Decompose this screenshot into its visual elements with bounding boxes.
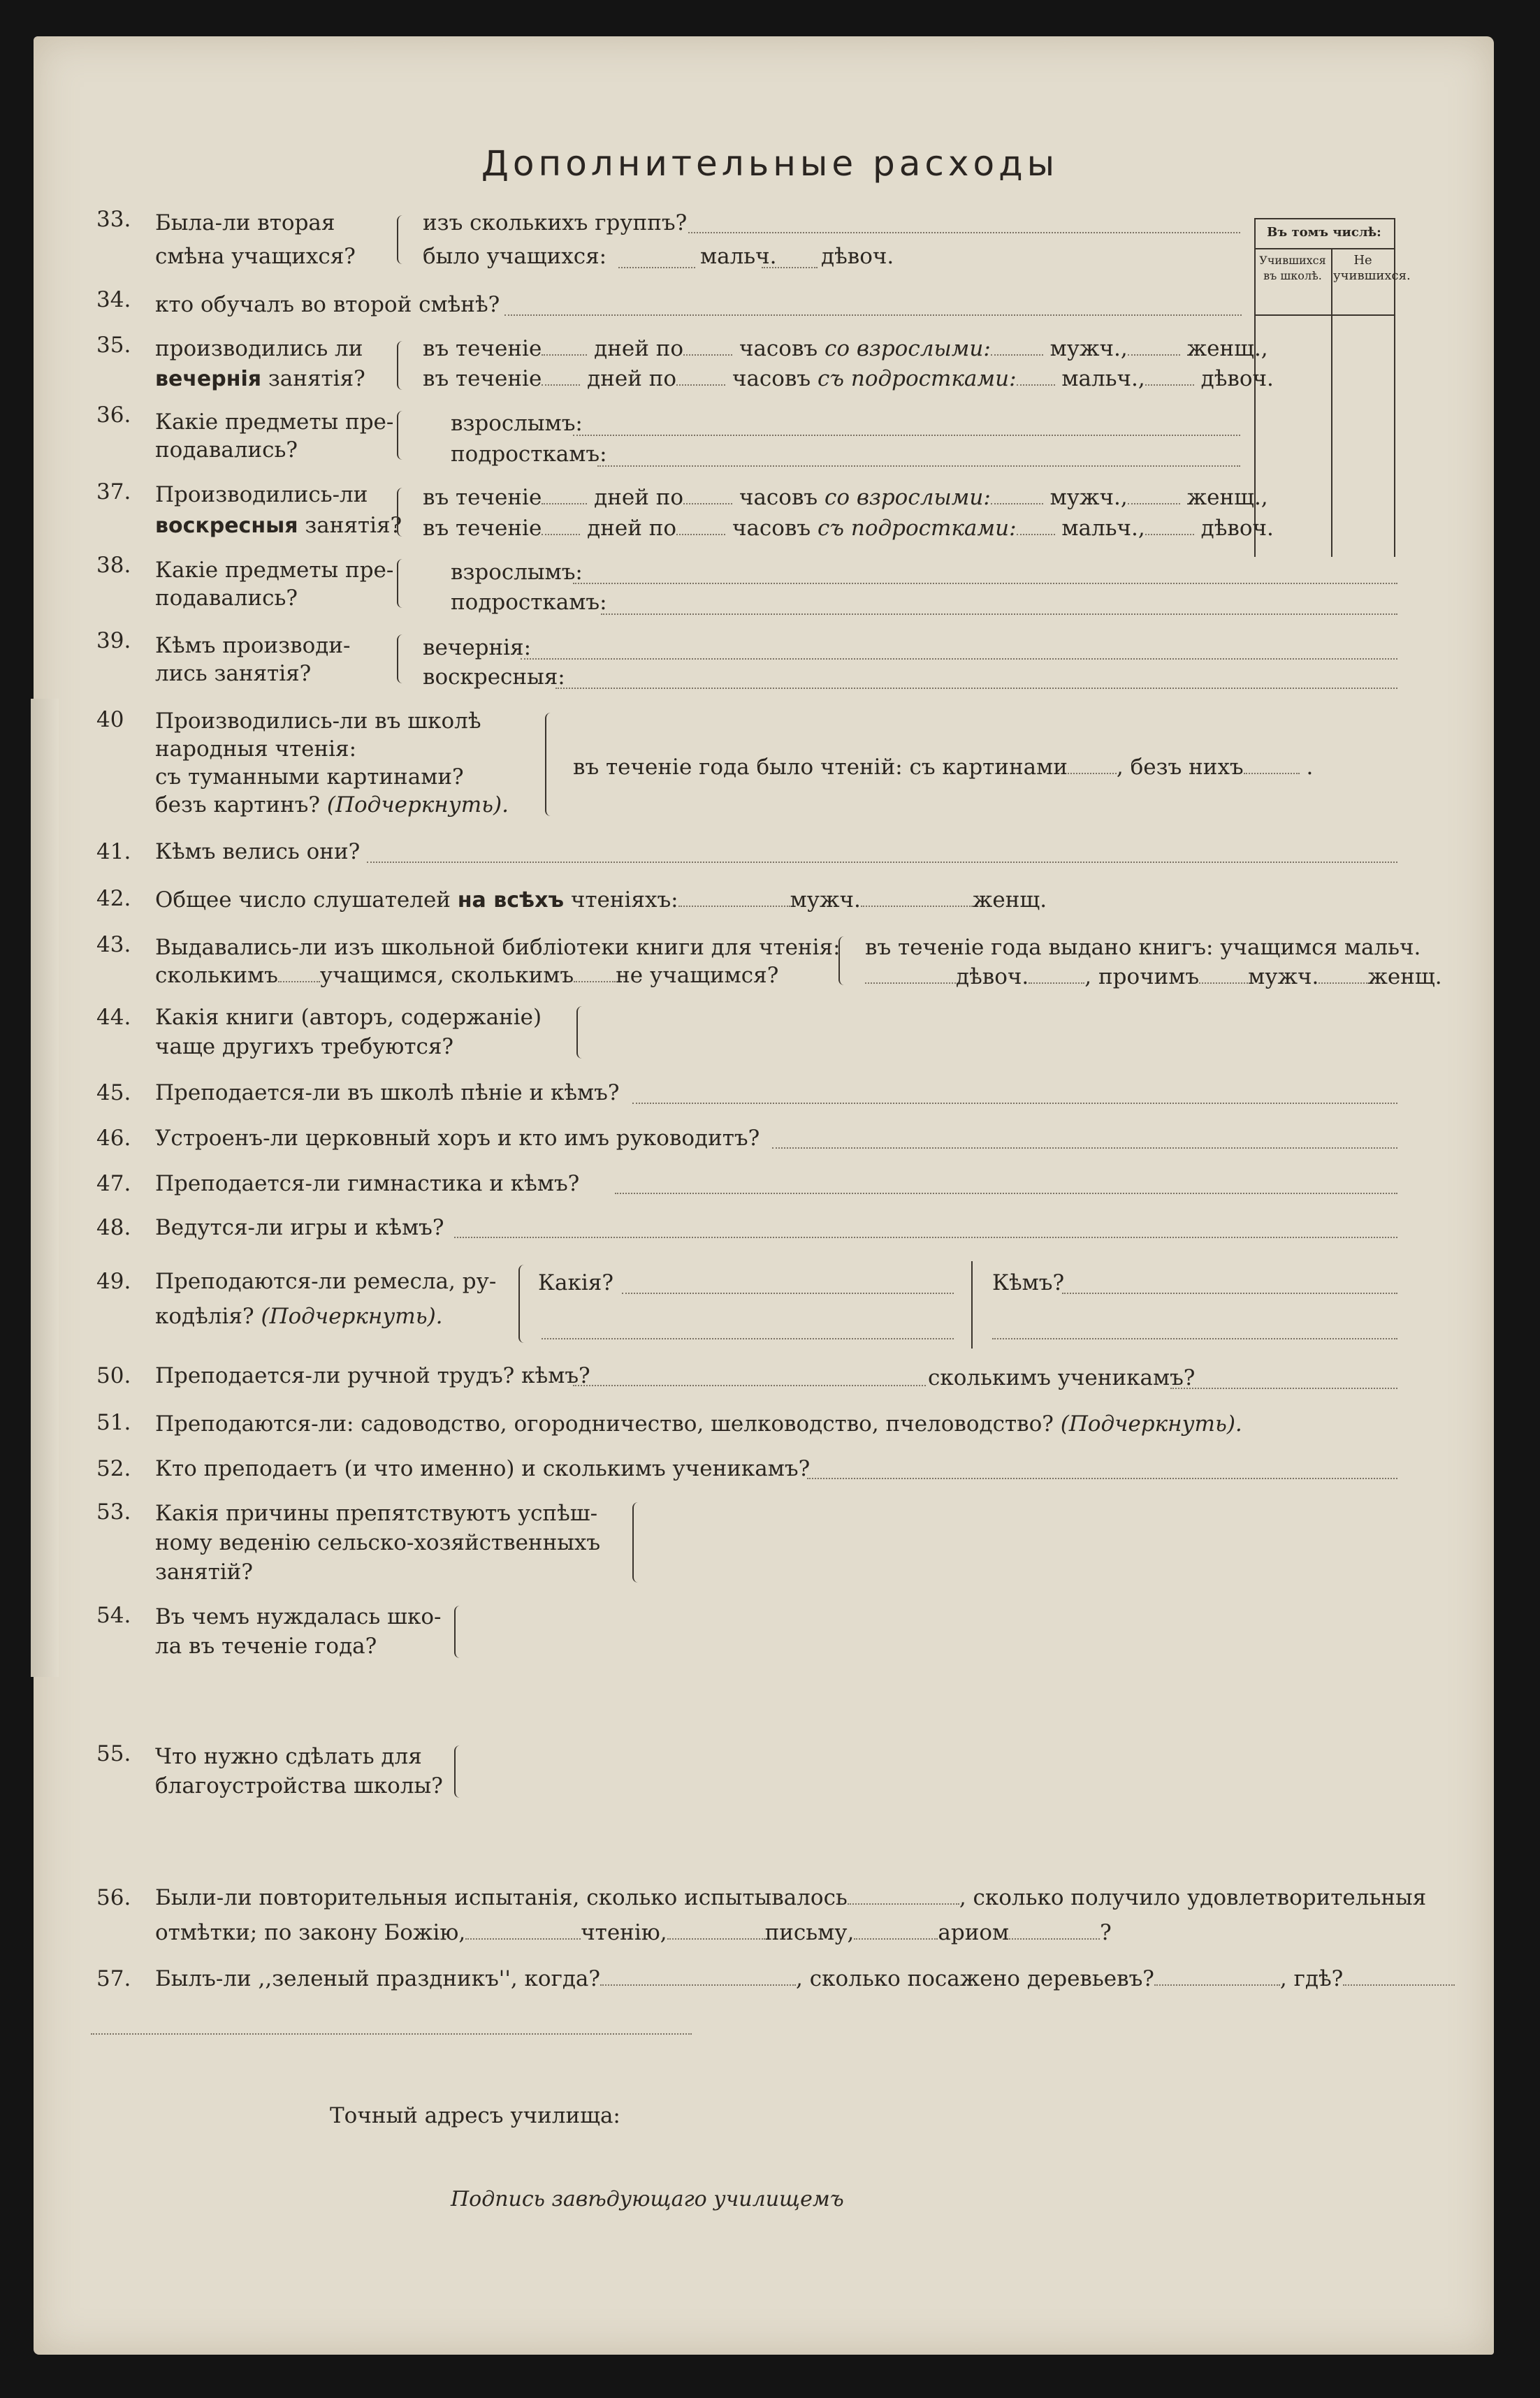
q35-teens: съ подростками:	[818, 366, 1017, 391]
q33-label: смѣна учащихся?	[155, 244, 356, 269]
q35-row-a	[423, 332, 1268, 365]
q37-text: дней по	[594, 485, 684, 510]
brace	[397, 411, 405, 460]
q40-label: Производились-ли въ школѣ	[155, 708, 481, 734]
q43-women: женщ.	[1367, 964, 1442, 989]
q51-underline-note: (Подчеркнуть).	[1060, 1411, 1242, 1437]
q42-women: женщ.	[972, 887, 1047, 913]
q45-number: 45.	[96, 1080, 131, 1105]
fill-line	[278, 981, 320, 982]
box-col-not-studied: Не учившихся.	[1333, 253, 1411, 283]
q37-label: занятія?	[305, 513, 402, 538]
q36-teens: подросткамъ:	[451, 442, 607, 467]
q37-text: мужч.,	[1049, 485, 1128, 510]
fill-line	[678, 906, 790, 907]
fill-line	[848, 1903, 959, 1905]
q37-number: 37.	[96, 479, 131, 504]
fill-line	[854, 1938, 938, 1940]
fill-line	[632, 1103, 1397, 1104]
fill-line	[992, 1338, 1397, 1339]
fill-line	[1128, 503, 1180, 504]
fill-line	[600, 1984, 796, 1986]
q43-number: 43.	[96, 932, 131, 957]
q57-number: 57.	[96, 1966, 131, 1991]
q35-text: часовъ	[739, 336, 818, 361]
q57-text: Былъ-ли ,,зеленый праздникъ'', когда?	[155, 1966, 601, 1991]
fill-line	[861, 906, 973, 907]
q54-number: 54.	[96, 1603, 131, 1628]
q46-text: Устроенъ-ли церковный хоръ и кто имъ руководитъ?	[155, 1126, 760, 1151]
q55-number: 55.	[96, 1741, 131, 1766]
q50-number: 50.	[96, 1363, 131, 1388]
q52-number: 52.	[96, 1456, 131, 1481]
paper-edge	[31, 699, 59, 1677]
q56-reading: чтенію,	[581, 1920, 667, 1945]
fill-line	[573, 435, 1240, 436]
q40-label: съ туманными картинами?	[155, 764, 464, 790]
q56-text: Были-ли повторительныя испытанія, сколько испытывалось	[155, 1885, 848, 1910]
q39-sunday: воскресныя:	[423, 664, 565, 690]
q35-text: въ теченіе	[423, 336, 542, 361]
brace	[545, 713, 553, 816]
q33-number: 33.	[96, 207, 131, 232]
q35-text: часовъ	[732, 366, 811, 391]
q51-number: 51.	[96, 1410, 131, 1435]
brace	[576, 1006, 585, 1059]
q38-adults: взрослымъ:	[451, 560, 583, 585]
q43-text: учащимся, сколькимъ	[319, 963, 574, 988]
q41-number: 41.	[96, 839, 131, 864]
q37-text: дѣвоч.	[1200, 516, 1274, 541]
q44-label: чаще другихъ требуются?	[155, 1034, 454, 1059]
q43-label: Выдавались-ли изъ школьной библіотеки книги для чтенія:	[155, 935, 841, 960]
fill-line	[1128, 354, 1180, 356]
q42-text: Общее число слушателей	[155, 887, 451, 913]
q40-label: безъ картинъ?	[155, 792, 321, 818]
fill-line	[676, 534, 725, 535]
fill-line	[618, 267, 695, 268]
q36-adults: взрослымъ:	[451, 411, 583, 436]
fill-line	[555, 688, 1397, 689]
q45-text: Преподается-ли въ школѣ пѣніе и кѣмъ?	[155, 1080, 620, 1105]
q56-arithmetic: ариом	[938, 1920, 1010, 1945]
q57-row	[155, 1962, 1455, 1996]
q35-text: дней по	[587, 366, 677, 391]
q38-label: Какіе предметы пре-	[155, 558, 394, 583]
q39-number: 39.	[96, 628, 131, 653]
q43-row	[155, 959, 778, 992]
fill-line	[1029, 982, 1084, 984]
fill-line	[762, 267, 818, 268]
brace	[397, 559, 405, 608]
q43-row	[865, 960, 1442, 994]
q37-adults: со взрослыми:	[825, 485, 991, 510]
fill-line	[1145, 384, 1194, 386]
fill-line	[1170, 1388, 1397, 1389]
q43-text: сколькимъ	[155, 963, 278, 988]
q35-text: женщ.,	[1186, 336, 1268, 361]
q49-underline-note: (Подчеркнуть).	[261, 1304, 443, 1329]
q57-text: , гдѣ?	[1279, 1966, 1344, 1991]
q33-boys: мальч.	[700, 244, 777, 269]
q37-label: Производились-ли	[155, 482, 368, 507]
q37-text: женщ.,	[1186, 485, 1268, 510]
brace	[838, 936, 847, 985]
q56-row	[155, 1916, 1112, 1949]
q47-number: 47.	[96, 1171, 131, 1196]
q37-text: часовъ	[732, 516, 811, 541]
q56-number: 56.	[96, 1885, 131, 1910]
q35-text: въ теченіе	[423, 366, 542, 391]
brace	[397, 215, 405, 264]
q50-students: сколькимъ ученикамъ?	[928, 1365, 1196, 1390]
q44-number: 44.	[96, 1005, 131, 1030]
q49-number: 49.	[96, 1269, 131, 1294]
q37-sunday: воскресныя	[155, 514, 298, 538]
q41-text: Кѣмъ велись они?	[155, 839, 361, 864]
q43-text: не учащимся?	[616, 963, 779, 988]
fill-line	[1068, 773, 1117, 774]
q38-teens: подросткамъ:	[451, 590, 607, 615]
fill-line	[504, 314, 1242, 316]
box-col-studied: Учившихся въ школѣ.	[1259, 254, 1326, 282]
q35-text: мужч.,	[1049, 336, 1128, 361]
q35-row-b	[423, 362, 1274, 395]
q39-label: Кѣмъ производи-	[155, 633, 351, 658]
q53-label: занятій?	[155, 1560, 253, 1585]
q42-number: 42.	[96, 886, 131, 911]
brace	[397, 634, 405, 683]
fill-line	[1343, 1984, 1455, 1986]
fill-line	[865, 982, 956, 984]
fill-line	[573, 583, 1397, 584]
fill-line	[465, 1938, 581, 1940]
fill-line	[991, 354, 1043, 356]
fill-line	[542, 534, 580, 535]
q36-label: подавались?	[155, 437, 298, 463]
q37-teens: съ подростками:	[818, 516, 1017, 541]
q38-number: 38.	[96, 553, 131, 578]
fill-line	[688, 232, 1240, 233]
q43-men: мужч.	[1248, 964, 1319, 989]
fill-line	[807, 1478, 1397, 1479]
q53-label: Какія причины препятствуютъ успѣш-	[155, 1501, 598, 1526]
q56-text: отмѣтки; по закону Божію,	[155, 1920, 466, 1945]
q50-text: Преподается-ли ручной трудъ? кѣмъ?	[155, 1363, 590, 1388]
q39-label: лись занятія?	[155, 661, 312, 686]
q36-number: 36.	[96, 402, 131, 428]
q35-adults: со взрослыми:	[825, 336, 991, 361]
q39-evening: вечернія:	[423, 635, 532, 660]
brace	[397, 488, 405, 537]
box-line	[1331, 248, 1332, 557]
fill-line	[597, 465, 1240, 467]
q33-label: Была-ли вторая	[155, 210, 335, 235]
q35-text: дѣвоч.	[1200, 366, 1274, 391]
q40-text: .	[1306, 755, 1314, 780]
q40-underline-note: (Подчеркнуть).	[326, 792, 509, 818]
box-line	[1254, 248, 1394, 249]
q52-text: Кто преподаетъ (и что именно) и сколькимъ ученикамъ?	[155, 1456, 811, 1481]
q49-label: Преподаются-ли ремесла, ру-	[155, 1269, 497, 1294]
q51-text: Преподаются-ли: садоводство, огородничество, шелководство, пчеловодство?	[155, 1411, 1054, 1437]
q49-which: Какія?	[538, 1270, 613, 1295]
q37-text: дней по	[587, 516, 677, 541]
q40-text: , безъ нихъ	[1116, 755, 1244, 780]
q56-text: ?	[1100, 1920, 1112, 1945]
q43-text: , прочимъ	[1084, 964, 1200, 989]
q40-number: 40	[96, 707, 124, 732]
q35-text: мальч.,	[1061, 366, 1145, 391]
fill-line	[1017, 384, 1055, 386]
fill-line	[367, 862, 1397, 863]
q37-row-a	[423, 481, 1268, 514]
signature-label: Подпись завѣдующаго училищемъ	[451, 2187, 844, 2211]
q46-number: 46.	[96, 1126, 131, 1151]
q38-label: подавались?	[155, 586, 298, 611]
q35-evening: вечернія	[155, 367, 262, 391]
brace	[454, 1745, 463, 1798]
q48-text: Ведутся-ли игры и кѣмъ?	[155, 1215, 444, 1240]
box-header: Въ томъ числѣ:	[1267, 225, 1381, 240]
q35-text: дней по	[594, 336, 684, 361]
q54-label: ла въ теченіе года?	[155, 1634, 377, 1659]
fill-line	[1199, 982, 1248, 984]
q49-label: кодѣлія?	[155, 1304, 254, 1329]
q37-text: въ теченіе	[423, 485, 542, 510]
school-address-label: Точный адресъ училища:	[330, 2103, 620, 2128]
q42-men: мужч.	[790, 887, 861, 913]
brace	[518, 1265, 527, 1343]
fill-line	[454, 1237, 1397, 1238]
fill-line	[542, 354, 587, 356]
fill-line	[574, 981, 616, 982]
fill-line	[1145, 534, 1194, 535]
q42-text: чтеніяхъ:	[570, 887, 678, 913]
q37-text: часовъ	[739, 485, 818, 510]
separator-line	[91, 2033, 692, 2035]
fill-line	[1009, 1938, 1100, 1940]
q55-label: Что нужно сдѣлать для	[155, 1744, 422, 1769]
q40-label: народныя чтенія:	[155, 736, 357, 762]
q40-readings	[573, 750, 1313, 784]
fill-line	[683, 354, 732, 356]
q34-text: кто обучалъ во второй смѣнѣ?	[155, 292, 500, 317]
q47-text: Преподается-ли гимнастика и кѣмъ?	[155, 1171, 580, 1196]
q36-label: Какіе предметы пре-	[155, 409, 394, 435]
fill-line	[1319, 982, 1367, 984]
q33-girls: дѣвоч.	[821, 244, 894, 269]
fill-line	[676, 384, 725, 386]
fill-line	[1154, 1984, 1280, 1986]
q53-label: ному веденію сельско-хозяйственныхъ	[155, 1530, 601, 1555]
q35-label: занятія?	[268, 366, 365, 391]
q34-number: 34.	[96, 287, 131, 312]
brace	[632, 1502, 641, 1583]
q56-row	[155, 1881, 1426, 1914]
q43-girls: дѣвоч.	[956, 964, 1029, 989]
q42-all: на всѣхъ	[457, 888, 564, 913]
q49-by-whom: Кѣмъ?	[992, 1270, 1065, 1295]
q44-label: Какія книги (авторъ, содержаніе)	[155, 1005, 542, 1030]
fill-line	[542, 1338, 954, 1339]
fill-line	[573, 1385, 926, 1386]
q33-groups: изъ сколькихъ группъ?	[423, 210, 688, 235]
brace	[397, 341, 405, 390]
fill-line	[683, 503, 732, 504]
q37-text: мальч.,	[1061, 516, 1145, 541]
fill-line	[1017, 534, 1055, 535]
q37-row-b	[423, 511, 1274, 545]
fill-line	[1062, 1293, 1397, 1294]
q40-text: въ теченіе года было чтеній: съ картинами	[573, 755, 1068, 780]
divider	[971, 1261, 973, 1349]
q53-number: 53.	[96, 1499, 131, 1525]
fill-line	[772, 1147, 1397, 1149]
fill-line	[615, 1193, 1397, 1194]
q42-row	[155, 883, 1047, 917]
fill-line	[667, 1938, 765, 1940]
q57-text: , сколько посажено деревьевъ?	[796, 1966, 1154, 1991]
q35-label: производились ли	[155, 336, 363, 361]
box-line	[1254, 218, 1394, 219]
q35-number: 35.	[96, 333, 131, 358]
q33-pupils: было учащихся:	[423, 244, 607, 269]
q56-text: , сколько получило удовлетворительныя	[959, 1885, 1427, 1910]
fill-line	[622, 1293, 954, 1294]
q54-label: Въ чемъ нуждалась шко-	[155, 1604, 442, 1629]
page-title: Дополнительные расходы	[481, 143, 1059, 184]
fill-line	[542, 384, 580, 386]
q48-number: 48.	[96, 1215, 131, 1240]
q56-writing: письму,	[764, 1920, 855, 1945]
fill-line	[601, 613, 1397, 615]
q55-label: благоустройства школы?	[155, 1773, 443, 1798]
fill-line	[991, 503, 1043, 504]
brace	[454, 1606, 463, 1658]
box-line	[1254, 314, 1394, 316]
q43-issued: въ теченіе года выдано книгъ: учащимся мальч.	[865, 935, 1421, 960]
fill-line	[521, 658, 1397, 660]
fill-line	[1244, 773, 1300, 774]
fill-line	[542, 503, 587, 504]
q37-text: въ теченіе	[423, 516, 542, 541]
